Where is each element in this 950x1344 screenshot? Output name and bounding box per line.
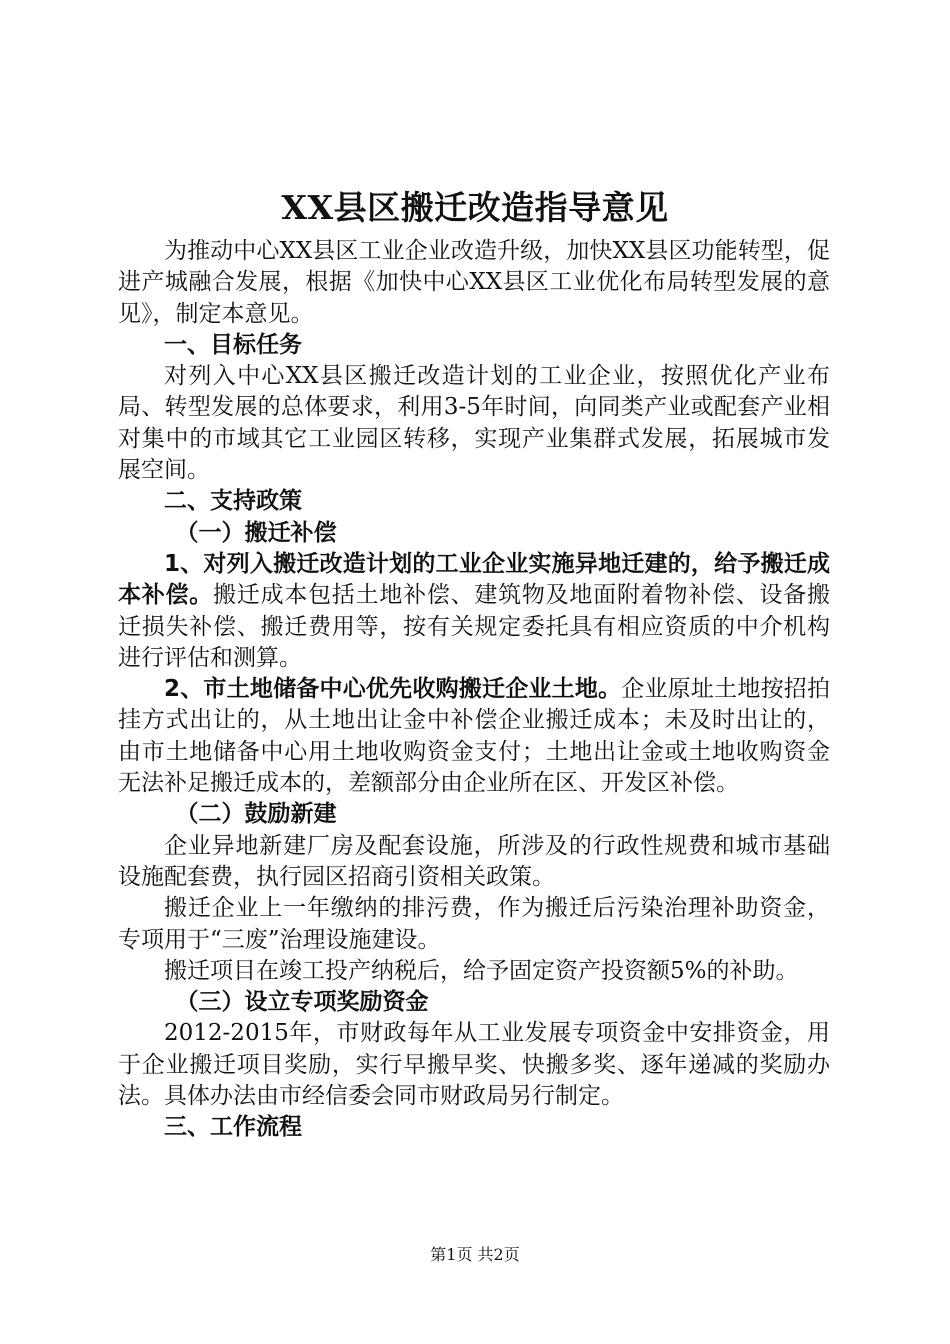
subsection-heading-reward-fund: （三）设立专项奖励资金 — [175, 989, 429, 1016]
subsection-heading-compensation: （一）搬迁补偿 — [175, 519, 337, 546]
item-1-lead: 1、对列入搬迁改造计划的工业企业实施异地迁建的，给予搬迁成本补偿。 — [118, 550, 830, 609]
compensation-item-2 — [118, 674, 830, 799]
section-heading-goals: 一、目标任务 — [164, 331, 302, 358]
new-construction-paragraph-2: 搬迁企业上一年缴纳的排污费，作为搬迁后污染治理补助资金，专项用于“三废”治理设施建设。 — [118, 895, 830, 953]
goals-paragraph: 对列入中心XX县区搬迁改造计划的工业企业，按照优化产业布局、转型发展的总体要求，利用3-5年时间，向同类产业或配套产业相对集中的市域其它工业园区转移，实现产业集群式发展，拓展城市发展空间。 — [118, 363, 830, 484]
item-2-body: 企业原址土地按招拍挂方式出让的，从土地出让金中补偿企业搬迁成本；未及时出让的，由市土地储备中心用土地收购资金支付；土地出让金或土地收购资金无法补足搬迁成本的，差额部分由企业所在区、开发区补偿。 — [118, 676, 830, 797]
document-title: XX县区搬迁改造指导意见 — [281, 188, 669, 227]
new-construction-paragraph-3: 搬迁项目在竣工投产纳税后，给予固定资产投资额5%的补助。 — [164, 957, 799, 984]
document-body — [118, 236, 830, 1144]
section-heading-policies: 二、支持政策 — [164, 488, 302, 515]
new-construction-paragraph-1: 企业异地新建厂房及配套设施，所涉及的行政性规费和城市基础设施配套费，执行园区招商引资相关政策。 — [118, 832, 830, 890]
item-1-body: 搬迁成本包括土地补偿、建筑物及地面附着物补偿、设备搬迁损失补偿、搬迁费用等，按有关规定委托具有相应资质的中介机构进行评估和测算。 — [118, 582, 831, 671]
subsection-heading-new-construction: （二）鼓励新建 — [175, 801, 337, 828]
page-footer: 第1页 共2页 — [430, 1245, 520, 1264]
item-2-lead: 2、市土地储备中心优先收购搬迁企业土地。 — [164, 676, 622, 703]
reward-fund-paragraph: 2012-2015年，市财政每年从工业发展专项资金中安排资金，用于企业搬迁项目奖励，实行早搬早奖、快搬多奖、逐年递减的奖励办法。具体办法由市经信委会同市财政局另行制定。 — [118, 1020, 830, 1110]
compensation-item-1 — [118, 549, 830, 674]
section-heading-workflow: 三、工作流程 — [164, 1114, 302, 1141]
intro-paragraph: 为推动中心XX县区工业企业改造升级，加快XX县区功能转型，促进产城融合发展，根据《加快中心XX县区工业优化布局转型发展的意见》，制定本意见。 — [118, 238, 830, 327]
